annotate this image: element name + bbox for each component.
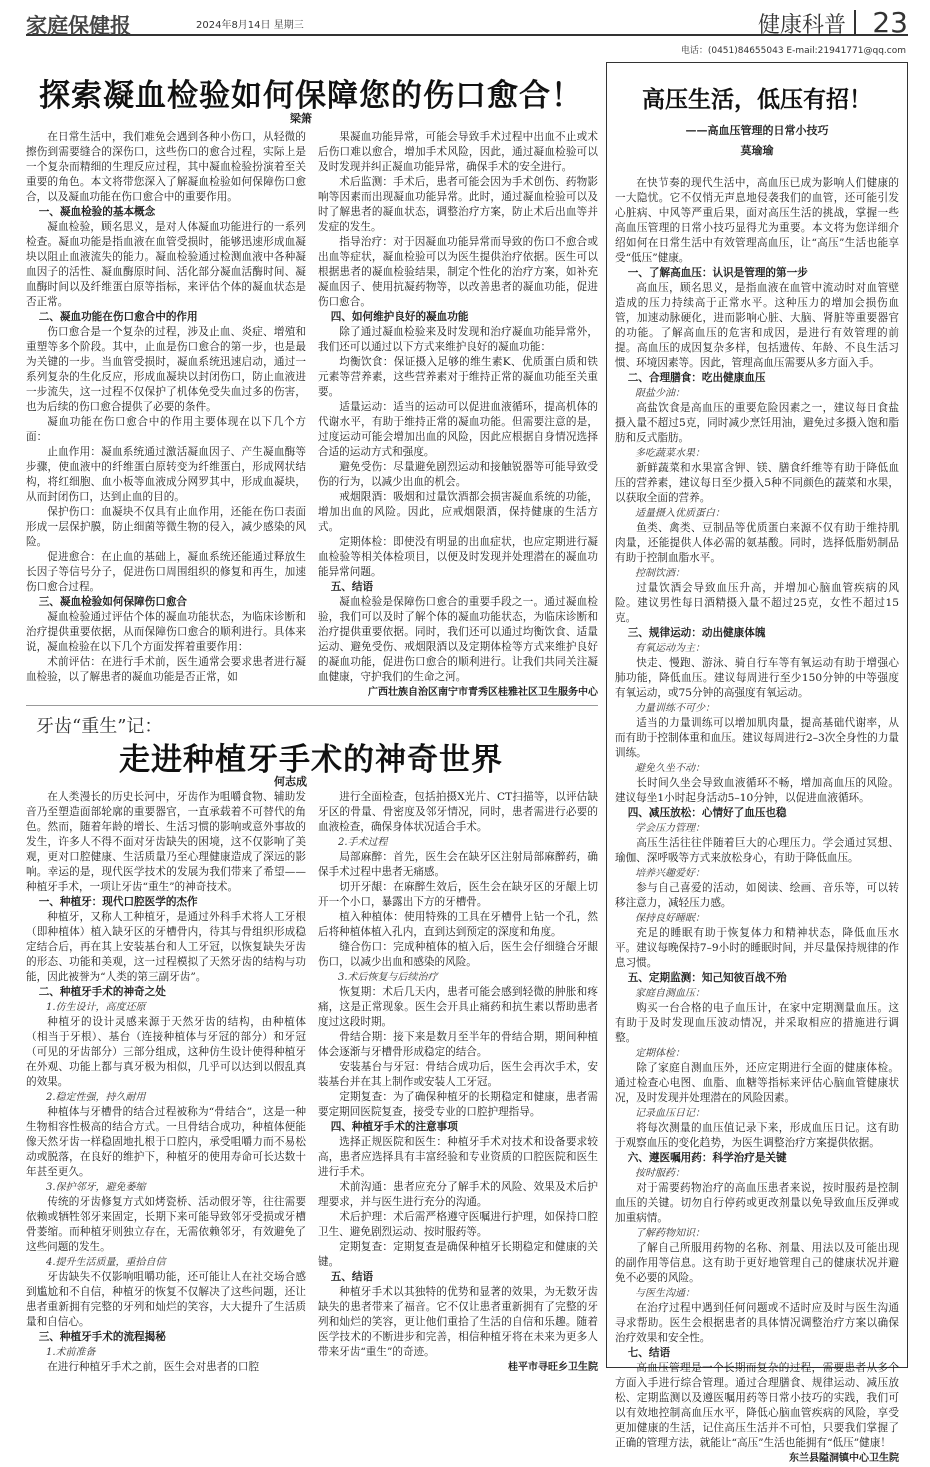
paragraph: 术后监测：手术后，患者可能会因为手术创伤、药物影响等因素而出现凝血功能异常。此时，通过凝血检验可以及时了解患者的凝血状态，调整治疗方案，防止术后出血等并发症的发生。 [318,176,598,233]
paragraph: 种植牙的设计灵感来源于天然牙齿的结构，由种植体（相当于牙根）、基台（连接种植体与牙冠的部分）和牙冠（可见的牙齿部分）三部分组成，这种仿生设计使得种植牙在外观、功能上都与真牙极为相似，几乎可以达到以假乱真的效果。 [26,1016,306,1088]
section-heading: 三、种植牙手术的流程揭秘 [38,1331,166,1343]
paragraph: 在治疗过程中遇到任何问题或不适时应及时与医生沟通寻求帮助。医生会根据患者的具体情况调整治疗方案以确保治疗效果和安全性。 [615,1302,899,1344]
paragraph: 牙齿缺失不仅影响咀嚼功能，还可能让人在社交场合感到尴尬和不自信，种植牙的恢复不仅解决了这些问题，还让患者重新拥有完整的牙列和灿烂的笑容，大大提升了生活质量和自信心。 [26,1271,306,1328]
paragraph: 高血压管理是一个长期而复杂的过程，需要患者从多个方面入手进行综合管理。通过合理膳食、规律运动、减压放松、定期监测以及遵医嘱用药等日常小技巧的实践，我们可以有效地控制高血压水平，降低心脑血管疾病的风险，享受更加健康的生活，记住高压生活并不可怕，只要我们掌握了正确的管理方法，就能让“高压”生活也能拥有“低压”健康！ [615,1362,899,1449]
subheading: 1.仿生设计，高度还原 [46,1002,146,1013]
paragraph: 安装基台与牙冠：骨结合成功后，医生会再次手术，安装基台并在其上制作或安装人工牙冠。 [318,1061,598,1088]
paragraph: 定期体检：即使没有明显的出血症状，也应定期进行凝血检验等相关体检项目，以便及时发现并处理潜在的凝血功能异常问题。 [318,536,598,578]
paper-name: 家庭保健报 [26,14,131,38]
subheading: 培养兴趣爱好： [635,868,705,879]
paragraph: 新鲜蔬菜和水果富含钾、镁、膳食纤维等有助于降低血压的营养素，建议每日至少摄入5种不同颜色的蔬菜和水果，以获取全面的营养。 [615,462,899,504]
paragraph: 恢复期：术后几天内，患者可能会感到轻微的肿胀和疼痛，这是正常现象。医生会开具止痛药和抗生素以帮助患者度过这段时期。 [318,986,598,1028]
paragraph: 术后护理：术后需严格遵守医嘱进行护理，如保持口腔卫生、避免剧烈运动、按时服药等。 [318,1211,598,1238]
paragraph: 种植牙，又称人工种植牙，是通过外科手术将人工牙根（即种植体）植入缺牙区的牙槽骨内，待其与骨组织形成稳定结合后，再在其上安装基台和人工牙冠，以恢复缺失牙齿的形态、功能和美观，这一过程模拟了天然牙齿的结构与功能，因此被誉为“人类的第三副牙齿”。 [26,911,306,983]
section-name: 健康科普 [757,13,846,38]
article2-title: 走进种植牙手术的神奇世界 [119,742,503,778]
paragraph: 种植体与牙槽骨的结合过程被称为“骨结合”，这是一种生物相容性极高的结合方式。一旦骨结合成功，种植体便能像天然牙齿一样稳固地扎根于口腔内，承受咀嚼力而不易松动或脱落，在良好的维护下，种植牙的使用寿命可长达数十年甚至更久。 [26,1106,306,1178]
paragraph: 避免受伤：尽量避免剧烈运动和接触锐器等可能导致受伤的行为，以减少出血的机会。 [318,461,598,488]
paragraph: 对于需要药物治疗的高血压患者来说，按时服药是控制血压的关键。切勿自行停药或更改剂量以免导致血压反弹或加重病情。 [615,1182,899,1224]
article1-author: 梁箫 [290,112,312,125]
paragraph: 适量运动：适当的运动可以促进血液循环，提高机体的代谢水平，有助于维持正常的凝血功能。但需要注意的是，过度运动可能会增加出血的风险，因此应根据自身情况选择合适的运动方式和强度。 [318,401,598,458]
author-affiliation: 桂平市寻旺乡卫生院 [508,1362,598,1373]
paragraph: 在快节奏的现代生活中，高血压已成为影响人们健康的一大隐忧。它不仅悄无声息地侵袭我们的血管，还可能引发心脏病、中风等严重后果，面对高压生活的挑战，掌握一些高血压管理的日常小技巧显得尤为重要。本文将为您详细介绍如何在日常生活中有效管理高血压，让“高压”生活也能享受“低压”健康。 [615,177,899,264]
subheading: 家庭自测血压： [635,988,705,999]
paragraph: 在进行种植牙手术之前，医生会对患者的口腔 [47,1361,260,1373]
paragraph: 参与自己喜爱的活动，如阅读、绘画、音乐等，可以转移注意力，减轻压力感。 [615,882,899,909]
paragraph: 鱼类、禽类、豆制品等优质蛋白来源不仅有助于维持肌肉量，还能提供人体必需的氨基酸。同时，选择低脂奶制品有助于控制血脂水平。 [615,522,899,564]
section-heading: 一、凝血检验的基本概念 [38,206,156,218]
subheading: 2.手术过程 [338,837,388,848]
paragraph: 高血压，顾名思义，是指血液在血管中流动时对血管壁造成的压力持续高于正常水平。这种压力的增加会损伤血管，加速动脉硬化，进而影响心脏、大脑、肾脏等重要器官的功能。了解高血压的危害和成因，是进行有效管理的前提。高血压的成因复杂多样，包括遗传、年龄、不良生活习惯、环境因素等。因此，管理高血压需要从多方面入手。 [615,282,899,369]
section-heading: 一、了解高血压：认识是管理的第一步 [627,267,808,279]
subheading: 2.稳定性强，持久耐用 [46,1092,146,1103]
section-heading: 五、结语 [330,1271,374,1283]
article1-title: 探索凝血检验如何保障您的伤口愈合！ [39,78,583,114]
paragraph: 传统的牙齿修复方式如烤瓷桥、活动假牙等，往往需要依赖或牺牲邻牙来固定，长期下来可能导致邻牙受损或牙槽骨萎缩。而种植牙则独立存在，无需依赖邻牙，有效避免了这些问题的发生。 [26,1196,306,1253]
paragraph: 止血作用：凝血系统通过激活凝血因子、产生凝血酶等步骤，使血液中的纤维蛋白原转变为纤维蛋白，形成网状结构，将红细胞、血小板等血液成分网罗其中，形成血凝块，从而封闭伤口，达到止血的目的。 [26,446,306,503]
contact-line: 电话：(0451)84655043 E-mail:21941771@qq.com [680,46,906,56]
issue-date: 2024年8月14日 星期三 [196,20,304,31]
paragraph: 术前沟通：患者应充分了解手术的风险、效果及术后护理要求，并与医生进行充分的沟通。 [318,1181,598,1208]
section-heading: 四、种植牙手术的注意事项 [330,1121,458,1133]
section-heading: 一、种植牙：现代口腔医学的杰作 [38,896,198,908]
paragraph: 促进愈合：在止血的基础上，凝血系统还能通过释放生长因子等信号分子，促进伤口周围组织的修复和再生，加速伤口愈合过程。 [26,551,306,593]
paragraph: 戒烟限酒：吸烟和过量饮酒都会损害凝血系统的功能，增加出血的风险。因此，应戒烟限酒，保持健康的生活方式。 [318,491,598,533]
section-heading: 二、凝血功能在伤口愈合中的作用 [38,311,198,323]
paragraph: 高盐饮食是高血压的重要危险因素之一，建议每日食盐摄入量不超过5克，同时减少烹饪用油，避免过多摄入饱和脂肪和反式脂肪。 [615,402,899,444]
page-number: 23 [872,6,908,39]
article2-middle-column [318,790,598,1372]
subheading: 1.术前准备 [46,1347,96,1358]
article3-title: 高压生活，低压有招！ [642,86,872,113]
paragraph: 保护伤口：血凝块不仅具有止血作用，还能在伤口表面形成一层保护膜，防止细菌等微生物的侵入，减少感染的风险。 [26,506,306,548]
paragraph: 了解自己所服用药物的名称、剂量、用法以及可能出现的副作用等信息。这有助于更好地管理自己的健康状况并避免不必要的风险。 [615,1242,899,1284]
paragraph: 将每次测量的血压值记录下来，形成血压日记。这有助于观察血压的变化趋势，为医生调整治疗方案提供依据。 [615,1122,899,1149]
paragraph: 进行全面检查，包括拍摄X光片、CT扫描等，以评估缺牙区的骨量、骨密度及邻牙情况，同时，患者需进行必要的血液检查，确保身体状况适合手术。 [318,791,598,833]
section-heading: 三、凝血检验如何保障伤口愈合 [38,596,188,608]
section-heading: 四、减压放松：心情好了血压也稳 [627,807,787,819]
paragraph: 缝合伤口：完成种植体的植入后，医生会仔细缝合牙龈伤口，以减少出血和感染的风险。 [318,941,598,968]
section-heading: 五、定期监测：知己知彼百战不殆 [627,972,787,984]
subheading: 定期体检： [635,1048,685,1059]
subheading: 3.术后恢复与后续治疗 [338,972,438,983]
subheading: 3.保护邻牙，避免萎缩 [46,1182,146,1193]
paragraph: 果凝血功能异常，可能会导致手术过程中出血不止或术后伤口难以愈合，增加手术风险，因此，通过凝血检验可以及时发现并纠正凝血功能异常，确保手术的安全进行。 [318,131,598,173]
paragraph: 植入种植体：使用特殊的工具在牙槽骨上钻一个孔，然后将种植体植入孔内，直到达到预定的深度和角度。 [318,911,598,938]
subheading: 了解药物知识： [635,1228,705,1239]
paragraph: 术前评估：在进行手术前，医生通常会要求患者进行凝血检验，以了解患者的凝血功能是否正常，如 [26,656,306,683]
author-affiliation: 广西壮族自治区南宁市青秀区桂雅社区卫生服务中心 [368,687,598,698]
paragraph: 凝血检验通过评估个体的凝血功能状态，为临床诊断和治疗提供重要依据，从而保障伤口愈合的顺利进行。具体来说，凝血检验在以下几个方面发挥着重要作用： [26,611,306,653]
subheading: 按时服药： [635,1168,685,1179]
article3-subtitle: ——高血压管理的日常小技巧 [685,124,829,137]
paragraph: 高压生活往往伴随着巨大的心理压力。学会通过冥想、瑜伽、深呼吸等方式来放松身心，有助于降低血压。 [615,837,899,864]
masthead-divider [854,10,856,36]
section-heading: 二、种植牙手术的神奇之处 [38,986,166,998]
subheading: 学会压力管理： [635,823,705,834]
subheading: 限盐少油： [635,388,685,399]
paragraph: 除了家庭自测血压外，还应定期进行全面的健康体检。通过检查心电图、血脂、血糖等指标来评估心脑血管健康状况，及时发现并处理潜在的风险因素。 [615,1062,899,1104]
subheading: 控制饮酒： [635,568,685,579]
paragraph: 伤口愈合是一个复杂的过程，涉及止血、炎症、增殖和重塑等多个阶段。其中，止血是伤口愈合的第一步，也是最为关键的一步。当血管受损时，凝血系统迅速启动，通过一系列复杂的生化反应，形成血凝块以封闭伤口，防止血液进一步流失，这一过程不仅保护了机体免受失血过多的伤害，也为后续的伤口愈合提供了必要的条件。 [26,326,306,413]
paragraph: 过量饮酒会导致血压升高，并增加心脑血管疾病的风险。建议男性每日酒精摄入量不超过25克，女性不超过15克。 [615,582,899,624]
paragraph: 适当的力量训练可以增加肌肉量，提高基础代谢率，从而有助于控制体重和血压。建议每周进行2–3次全身性的力量训练。 [615,717,899,759]
masthead [26,6,908,39]
author-affiliation: 东兰县隘洞镇中心卫生院 [789,1453,899,1464]
subheading: 多吃蔬菜水果： [635,448,705,459]
article-divider [26,705,598,706]
section-heading: 六、遵医嘱用药：科学治疗是关键 [627,1152,787,1164]
paragraph: 指导治疗：对于因凝血功能异常而导致的伤口不愈合或出血等症状，凝血检验可以为医生提供治疗依据。医生可以根据患者的凝血检验结果，制定个性化的治疗方案，如补充凝血因子、使用抗凝药物等，以改善患者的凝血功能，促进伤口愈合。 [318,236,598,308]
paragraph: 骨结合期：接下来是数月至半年的骨结合期，期间种植体会逐渐与牙槽骨形成稳定的结合。 [318,1031,598,1058]
article3-author: 莫瑜瑜 [740,144,774,157]
subheading: 有氧运动为主： [635,643,705,654]
paragraph: 定期复查：为了确保种植牙的长期稳定和健康，患者需要定期回医院复查，接受专业的口腔护理指导。 [318,1091,598,1118]
paragraph: 切开牙龈：在麻醉生效后，医生会在缺牙区的牙龈上切开一个小口，暴露出下方的牙槽骨。 [318,881,598,908]
section-heading: 四、如何维护良好的凝血功能 [330,311,469,323]
subheading: 与医生沟通： [635,1288,695,1299]
article2-left-column [26,790,306,1372]
section-heading: 五、结语 [330,581,374,593]
paragraph: 定期复查：定期复查是确保种植牙长期稳定和健康的关键。 [318,1241,598,1268]
subheading: 力量训练不可少： [635,703,715,714]
paragraph: 购买一台合格的电子血压计，在家中定期测量血压。这有助于及时发现血压波动情况，并采取相应的措施进行调整。 [615,1002,899,1044]
paragraph: 凝血检验，顾名思义，是对人体凝血功能进行的一系列检查。凝血功能是指血液在血管受损时，能够迅速形成血凝块以阻止血液流失的能力。凝血检验通过检测血液中各种凝血因子的活性、凝血酶原时间、活化部分凝血活酶时间、凝血酶时间以及纤维蛋白原等指标，来评估个体的凝血状态是否正常。 [26,221,306,308]
paragraph: 局部麻醉：首先，医生会在缺牙区注射局部麻醉药，确保手术过程中患者无痛感。 [318,851,598,878]
subheading: 适量摄入优质蛋白： [635,508,725,519]
section-heading: 二、合理膳食：吃出健康血压 [627,372,766,384]
paragraph: 在人类漫长的历史长河中，牙齿作为咀嚼食物、辅助发音乃至塑造面部轮廓的重要器官，一直承载着不可替代的角色。然而，随着年龄的增长、生活习惯的影响或意外事故的发生，许多人不得不面对牙齿缺失的困境，这不仅影响了美观，更对口腔健康、生活质量乃至心理健康造成了深远的影响。幸运的是，现代医学技术的发展为我们带来了希望——种植牙手术，一项让牙齿“重生”的神奇技术。 [26,791,306,893]
paragraph: 在日常生活中，我们难免会遇到各种小伤口，从轻微的擦伤到需要缝合的深伤口，这些伤口的愈合过程，实际上是一个复杂而精细的生理反应过程，其中凝血检验扮演着至关重要的角色。本文将带您深入了解凝血检验如何保障伤口愈合，以及凝血功能在伤口愈合中的重要作用。 [26,131,306,203]
article2-author: 何志成 [274,775,307,788]
article1-middle-column [318,130,598,702]
subheading: 保持良好睡眠： [635,913,705,924]
paragraph: 快走、慢跑、游泳、骑自行车等有氧运动有助于增强心肺功能，降低血压。建议每周进行至少150分钟的中等强度有氧运动，或75分钟的高强度有氧运动。 [615,657,899,699]
article2-kicker: 牙齿“重生”记： [36,716,163,737]
article3-body [607,176,907,1467]
subheading: 记录血压日记： [635,1108,705,1119]
article1-left-column [26,130,306,702]
paragraph: 均衡饮食：保证摄入足够的维生素K、优质蛋白质和铁元素等营养素，这些营养素对于维持正常的凝血功能至关重要。 [318,356,598,398]
paragraph: 长时间久坐会导致血液循环不畅，增加高血压的风险。建议每坐1小时起身活动5–10分钟，以促进血液循环。 [615,777,899,804]
paragraph: 凝血检验是保障伤口愈合的重要手段之一。通过凝血检验，我们可以及时了解个体的凝血功能状态，为临床诊断和治疗提供重要依据。同时，我们还可以通过均衡饮食、适量运动、避免受伤、戒烟限酒以及定期体检等方式来维护良好的凝血功能，促进伤口愈合的顺利进行。让我们共同关注凝血健康，守护我们的生命之河。 [318,596,598,683]
article3-box [606,62,908,1464]
section-heading: 三、规律运动：动出健康体魄 [627,627,766,639]
paragraph: 充足的睡眠有助于恢复体力和精神状态，降低血压水平。建议每晚保持7–9小时的睡眠时间，并尽量保持规律的作息习惯。 [615,927,899,969]
paragraph: 除了通过凝血检验来及时发现和治疗凝血功能异常外，我们还可以通过以下方式来维护良好的凝血功能： [318,326,598,353]
paragraph: 种植牙手术以其独特的优势和显著的效果，为无数牙齿缺失的患者带来了福音。它不仅让患者重新拥有了完整的牙列和灿烂的笑容，更让他们重拾了生活的自信和乐趣。随着医学技术的不断进步和完善，相信种植牙将在未来为更多人带来牙齿“重生”的奇迹。 [318,1286,598,1358]
subheading: 避免久坐不动： [635,763,705,774]
paragraph: 选择正规医院和医生：种植牙手术对技术和设备要求较高，患者应选择具有丰富经验和专业资质的口腔医院和医生进行手术。 [318,1136,598,1178]
subheading: 4.提升生活质量，重拾自信 [46,1257,166,1268]
paragraph: 凝血功能在伤口愈合中的作用主要体现在以下几个方面： [26,416,306,443]
section-heading: 七、结语 [627,1347,671,1359]
